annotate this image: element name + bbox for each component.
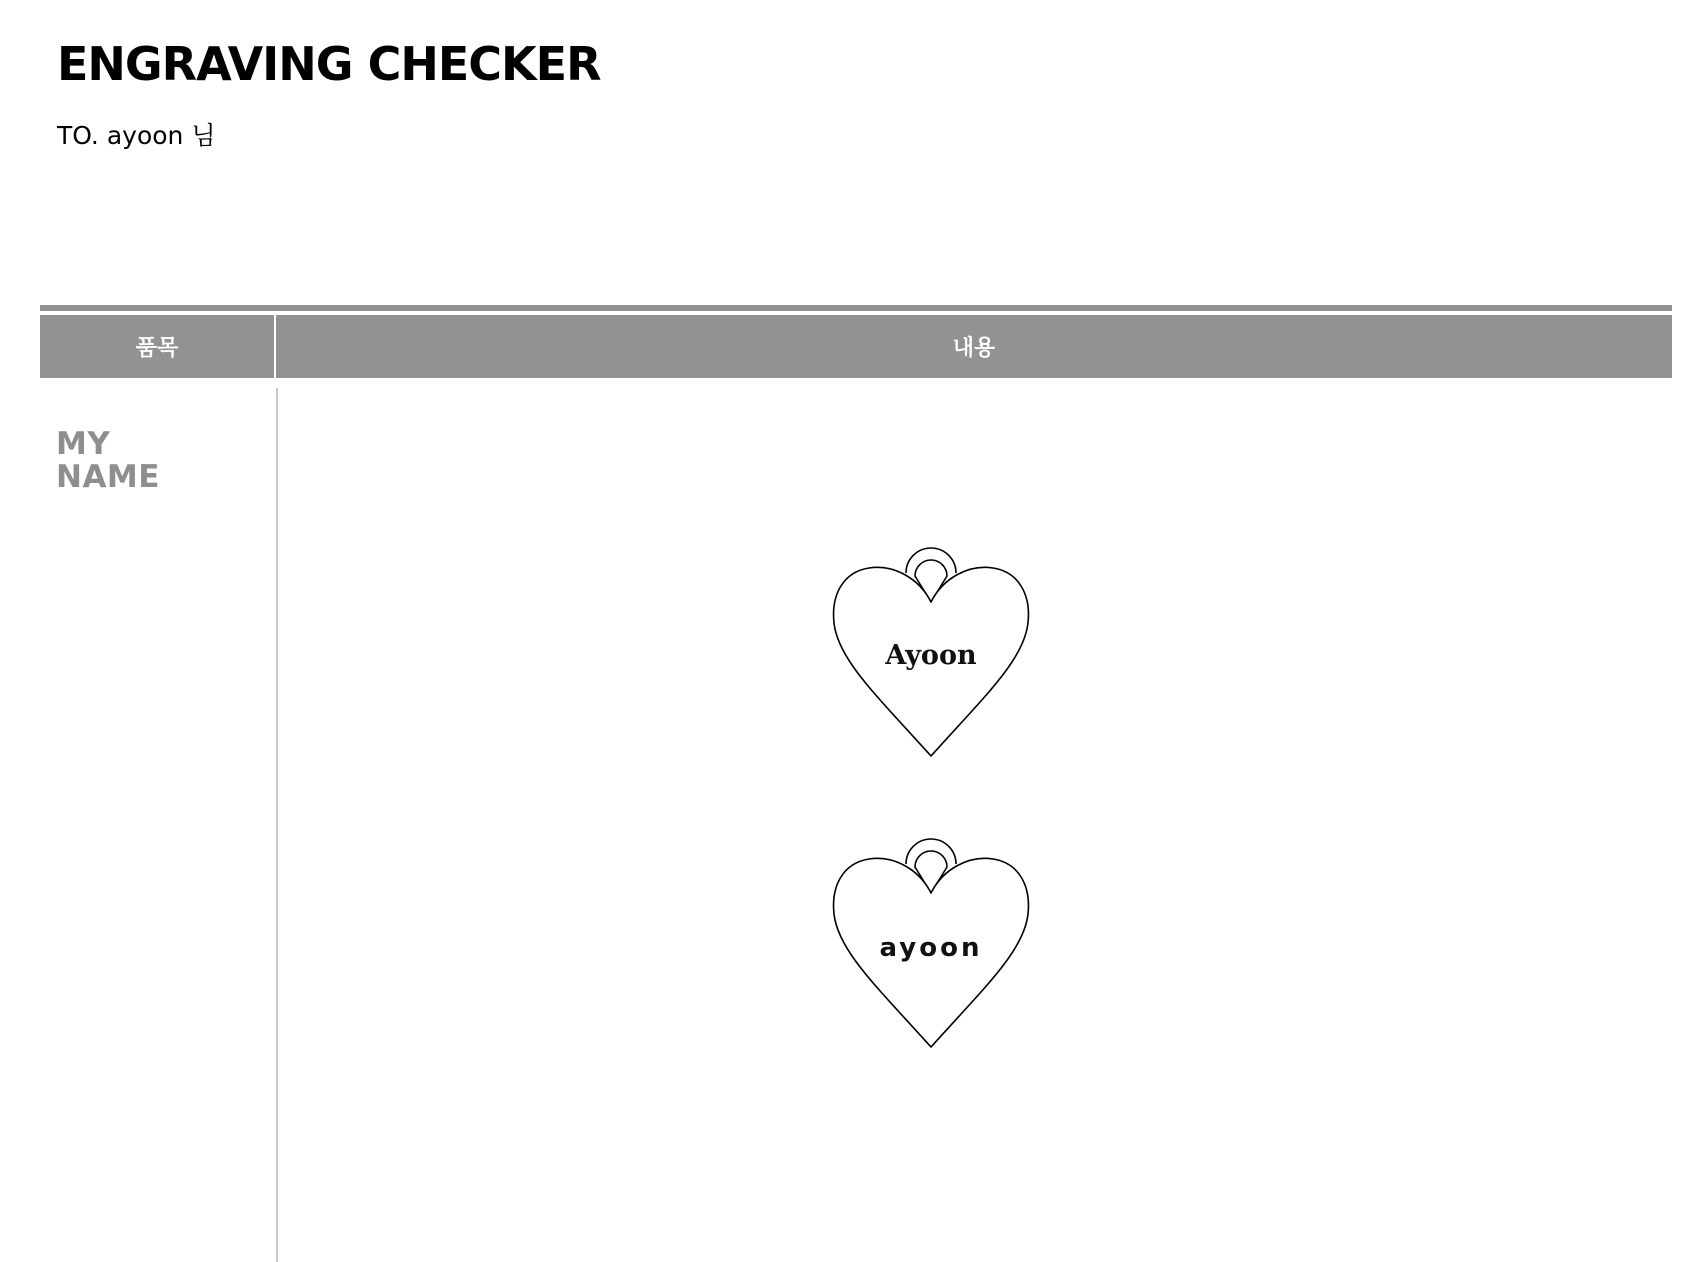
engraving-text-1: Ayoon [885,640,977,671]
header-item: 품목 [40,315,276,378]
table-top-rule [40,305,1672,311]
engraving-text-2: ayoon [879,933,983,963]
column-divider [276,388,278,1262]
page-title: ENGRAVING CHECKER [57,37,601,91]
heart-pendant-2 [831,841,1031,1051]
heart-pendant-1 [831,550,1031,760]
item-label-line1: MY [56,426,111,462]
item-label [56,428,256,494]
recipient-line: TO. ayoon 님 [57,121,216,150]
header-content: 내용 [952,336,996,361]
table-header [40,315,1672,378]
item-label-line2: NAME [56,459,160,495]
